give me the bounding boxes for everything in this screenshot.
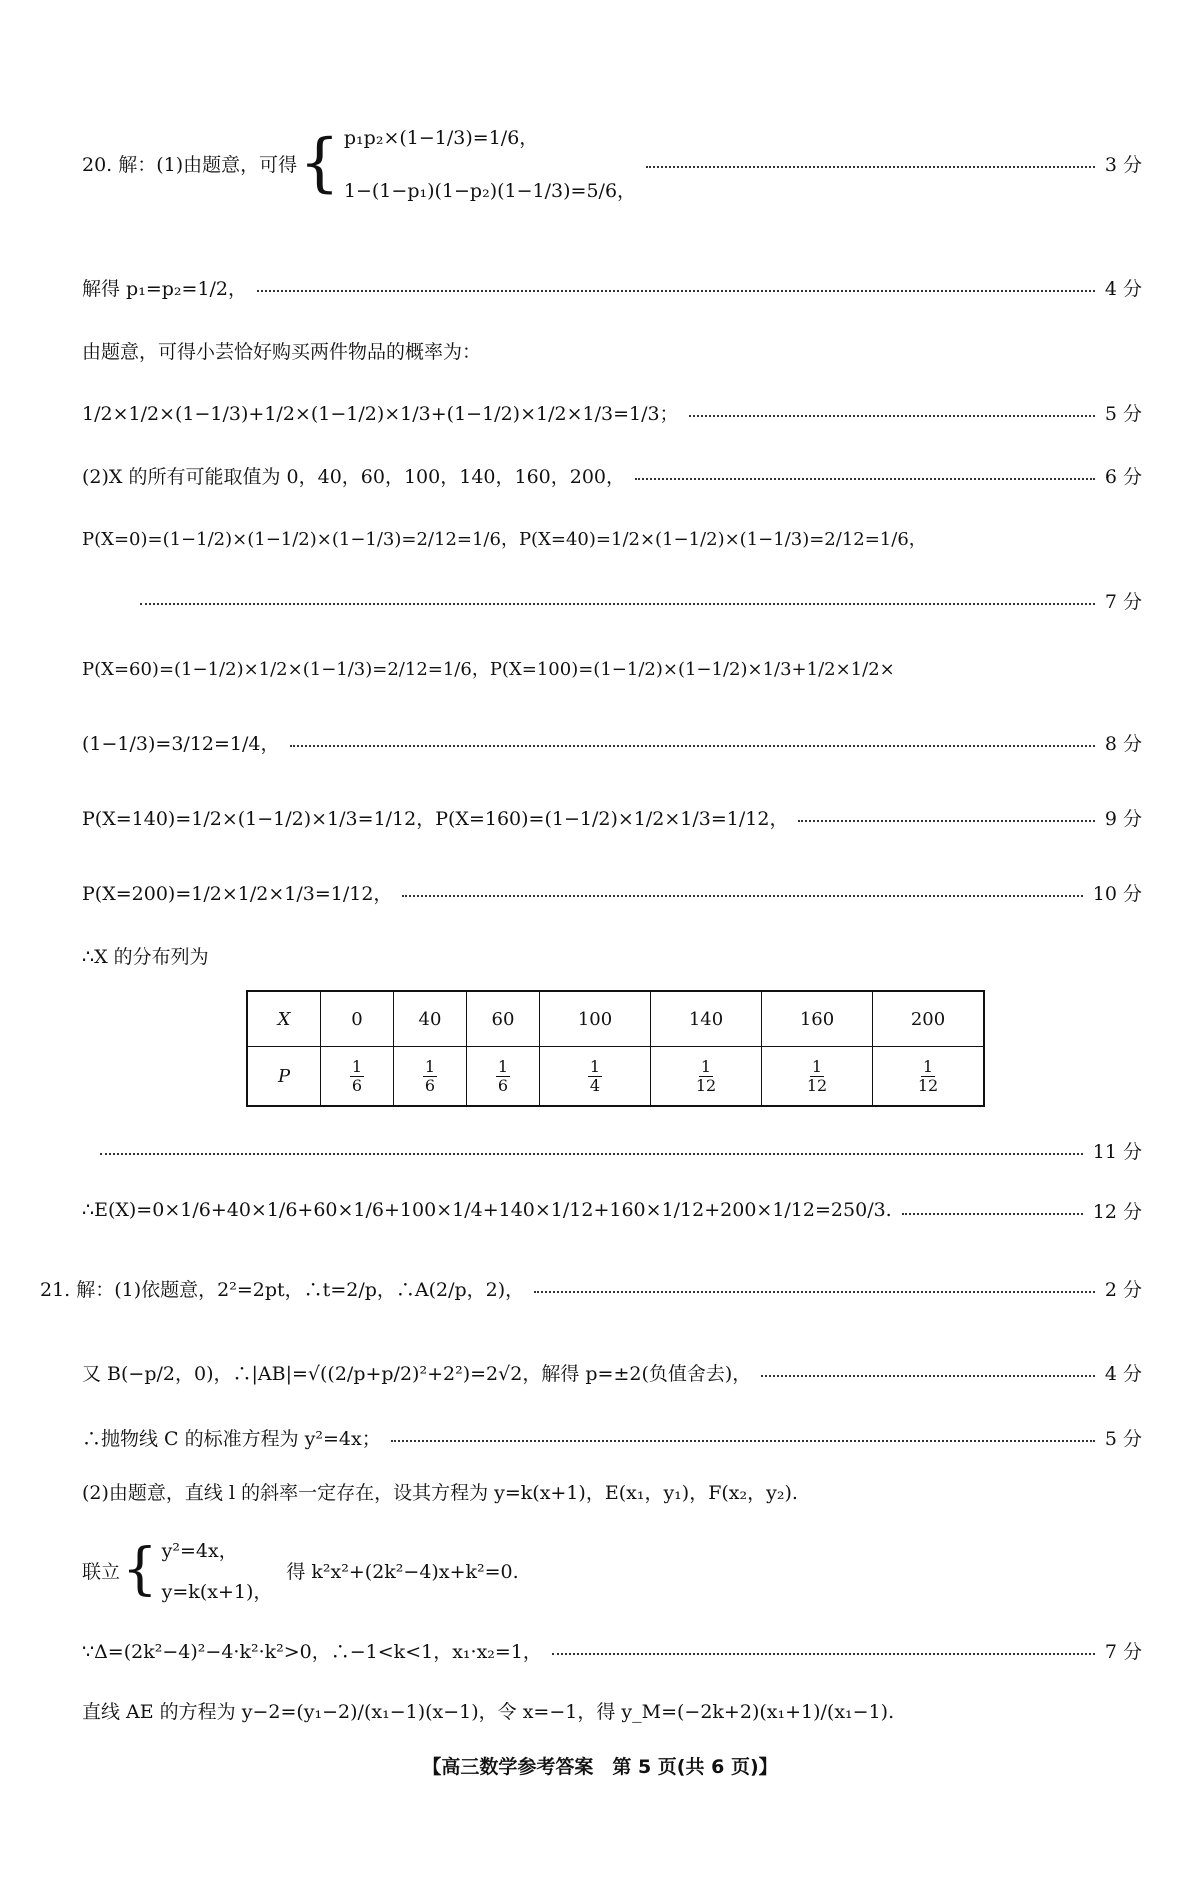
score-label: 4 分 (1104, 1362, 1142, 1385)
table-row-x (247, 991, 984, 1047)
dist-title: ∴X 的分布列为 (82, 945, 209, 968)
leader-dots (552, 1653, 1095, 1655)
table-cell: 200 (873, 991, 985, 1047)
q21-intro-line (40, 1268, 1142, 1308)
frac-num: 1 (589, 1056, 601, 1076)
q20-eq1: p₁p₂×(1−1/3)=1/6， (343, 127, 539, 149)
q21-sys1: y²=4x， (161, 1540, 238, 1562)
q21-quadratic: 得 k²x²+(2k²−4)x+k²=0. (286, 1560, 519, 1583)
frac-den: 12 (917, 1075, 939, 1095)
distribution-table (246, 990, 985, 1107)
frac-den: 6 (351, 1075, 363, 1095)
q20-prob-two-line (82, 392, 1142, 432)
frac-den: 12 (806, 1075, 828, 1095)
table-cell: 160 (762, 991, 873, 1047)
q20-p0-p40: P(X=0)=(1−1/2)×(1−1/2)×(1−1/3)=2/12=1/6，P(X=40)=1/2×(1−1/2)×(1−1/3)=2/12=1/6， (82, 529, 927, 550)
leader-dots (402, 895, 1082, 897)
q20-dist-title-line (82, 940, 1142, 970)
table-cell: 140 (651, 991, 762, 1047)
q21-part2: (2)由题意，直线 l 的斜率一定存在，设其方程为 y=k(x+1)，E(x₁，y₁)，F(x₂，y₂). (82, 1481, 798, 1504)
q20-p100-cont: (1−1/3)=3/12=1/4， (82, 732, 280, 755)
score-label: 3 分 (1104, 153, 1142, 176)
score-label: 7 分 (1104, 590, 1142, 613)
leader-dots (290, 745, 1095, 747)
score-label: 6 分 (1104, 465, 1142, 488)
q20-eq2: 1−(1−p₁)(1−p₂)(1−1/3)=5/6， (343, 180, 637, 202)
q21-ab-line (82, 1350, 1142, 1394)
frac-num: 1 (811, 1056, 823, 1076)
q20-solve: 解得 p₁=p₂=1/2， (82, 277, 248, 300)
score-label: 12 分 (1092, 1200, 1142, 1223)
table-cell (651, 1047, 762, 1107)
leader-dots (257, 290, 1095, 292)
score-label: 4 分 (1104, 277, 1142, 300)
table-cell: 60 (467, 991, 540, 1047)
q20-p140-p160: P(X=140)=1/2×(1−1/2)×1/3=1/12，P(X=160)=(1−1/2)×1/2×1/3=1/12， (82, 807, 789, 830)
q20-part2: (2)X 的所有可能取值为 0，40，60，100，140，160，200， (82, 465, 626, 488)
q21-delta-line (82, 1635, 1142, 1665)
leader-dots (100, 1153, 1083, 1155)
q21-sys2: y=k(x+1)， (161, 1581, 273, 1603)
leader-dots (689, 415, 1095, 417)
q21-lian: 联立 (82, 1560, 121, 1583)
q21-system-line (82, 1525, 1142, 1615)
score-label: 5 分 (1104, 402, 1142, 425)
q20-p140-line (82, 797, 1142, 837)
score-label: 5 分 (1104, 1427, 1142, 1450)
table-cell (394, 1047, 467, 1107)
leader-dots (534, 1291, 1095, 1293)
page-footer: 【高三数学参考答案 第 5 页(共 6 页)】 (422, 1756, 778, 1778)
q20-p200-line (82, 872, 1142, 912)
q20-desc-line (82, 335, 1142, 365)
leader-dots (761, 1375, 1095, 1377)
score-label: 9 分 (1104, 807, 1142, 830)
q20-part1-line (82, 108, 1142, 218)
q20-score11-line (100, 1135, 1142, 1165)
q21-intro: 21. 解：(1)依题意，2²=2pt，∴t=2/p，∴A(2/p，2)， (40, 1278, 525, 1301)
q20-expectation: ∴E(X)=0×1/6+40×1/6+60×1/6+100×1/4+140×1/12+160×1/12+200×1/12=250/3. (82, 1199, 892, 1221)
table-cell (873, 1047, 985, 1107)
table-row-p (247, 1047, 984, 1107)
q20-expect-line (82, 1190, 1142, 1230)
q21-part2-line (82, 1476, 1142, 1506)
q21-standard-equation: ∴抛物线 C 的标准方程为 y²=4x； (82, 1427, 381, 1450)
score-label: 7 分 (1104, 1640, 1142, 1663)
q20-p200: P(X=200)=1/2×1/2×1/3=1/12， (82, 882, 393, 905)
q20-part2-line (82, 460, 1142, 490)
frac-den: 12 (695, 1075, 717, 1095)
row-label-p: P (247, 1047, 321, 1107)
frac-den: 4 (589, 1075, 601, 1095)
q21-ae-line (82, 1690, 1142, 1730)
q20-p60-p100: P(X=60)=(1−1/2)×1/2×(1−1/3)=2/12=1/6，P(X=100)=(1−1/2)×(1−1/2)×1/3+1/2×1/2× (82, 659, 895, 680)
score-label: 2 分 (1104, 1278, 1142, 1301)
leader-dots (646, 166, 1095, 168)
q21-equation-system (162, 1536, 273, 1604)
q20-desc: 由题意，可得小芸恰好购买两件物品的概率为： (82, 340, 482, 363)
frac-num: 1 (424, 1056, 436, 1076)
q20-solve-line (82, 270, 1142, 304)
leader-dots (798, 820, 1094, 822)
frac-num: 1 (922, 1056, 934, 1076)
system-brace: { (122, 1537, 158, 1602)
leader-dots (635, 478, 1095, 480)
frac-num: 1 (351, 1056, 363, 1076)
table-cell: 100 (540, 991, 651, 1047)
frac-den: 6 (497, 1075, 509, 1095)
leader-dots (902, 1213, 1083, 1215)
frac-num: 1 (700, 1056, 712, 1076)
table-cell: 40 (394, 991, 467, 1047)
table-cell (540, 1047, 651, 1107)
table-cell: 0 (321, 991, 394, 1047)
q20-prob-two: 1/2×1/2×(1−1/3)+1/2×(1−1/2)×1/3+(1−1/2)×1/2×1/3=1/3； (82, 402, 679, 425)
q20-intro: 20. 解：(1)由题意，可得 (82, 153, 298, 176)
q20-p60-line (82, 648, 1142, 688)
q21-std-line (82, 1422, 1142, 1452)
q20-score7-line (140, 585, 1142, 615)
leader-dots (391, 1440, 1095, 1442)
q21-line-ae: 直线 AE 的方程为 y−2=(y₁−2)/(x₁−1)(x−1)，令 x=−1，得 y_M=(−2k+2)(x₁+1)/(x₁−1). (82, 1700, 895, 1723)
row-label-x: X (247, 991, 321, 1047)
q20-p0-p40-line (82, 518, 1142, 558)
frac-den: 6 (424, 1075, 436, 1095)
q21-ab-length: 又 B(−p/2，0)，∴|AB|=√((2/p+p/2)²+2²)=2√2，解得 p=±2(负值舍去)， (82, 1362, 752, 1385)
frac-num: 1 (497, 1056, 509, 1076)
table-cell (321, 1047, 394, 1107)
score-label: 10 分 (1092, 882, 1142, 905)
q20-equation-system (344, 123, 636, 203)
score-label: 8 分 (1104, 732, 1142, 755)
score-label: 11 分 (1092, 1140, 1142, 1163)
q21-delta: ∵Δ=(2k²−4)²−4·k²·k²>0，∴−1<k<1，x₁·x₂=1， (82, 1640, 542, 1663)
q20-p100b-line (82, 722, 1142, 762)
leader-dots (140, 603, 1095, 605)
table-cell (467, 1047, 540, 1107)
table-cell (762, 1047, 873, 1107)
system-brace: { (299, 126, 340, 200)
